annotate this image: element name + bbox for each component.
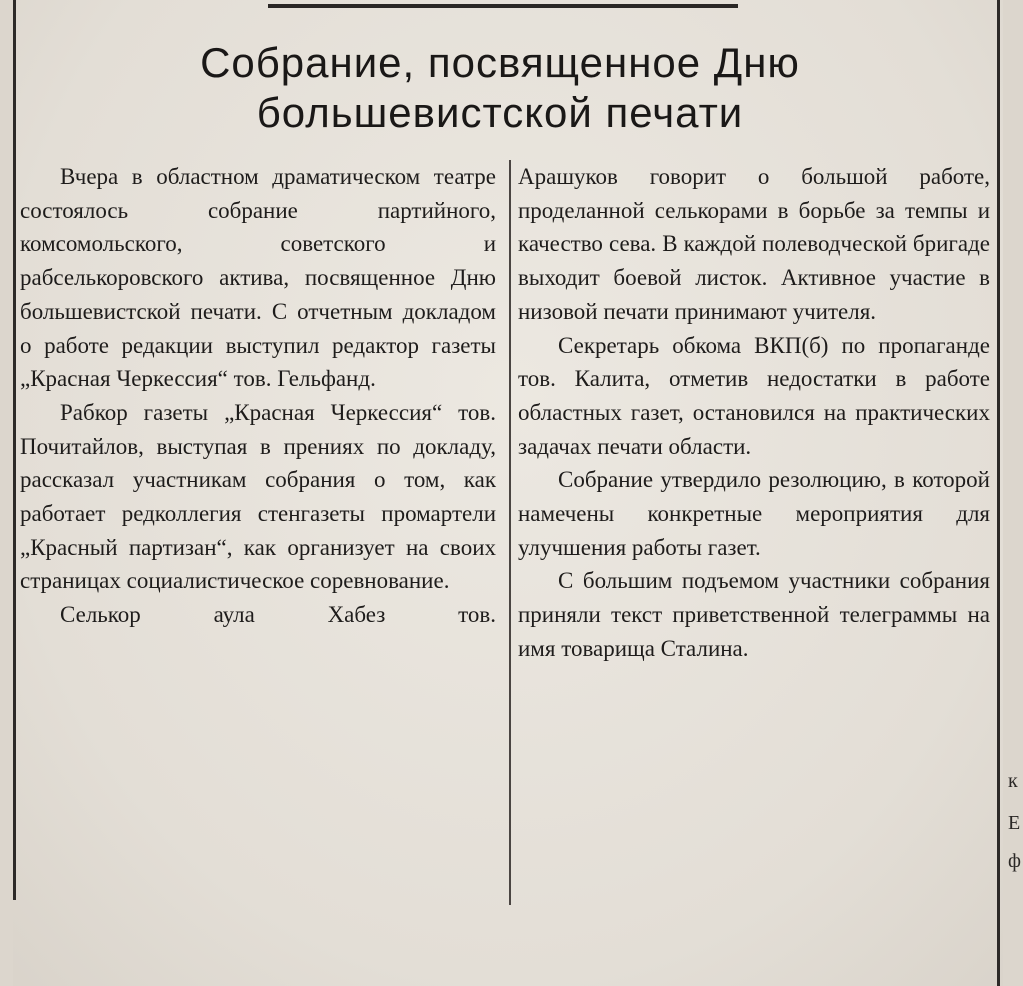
paragraph: Собрание утвердило резолюцию, в которой намечены конкретные мероприятия для улучшения работы газет.: [518, 467, 990, 560]
article-headline: [60, 38, 940, 138]
article-column-right: [518, 160, 990, 666]
paragraph: Арашуков говорит о большой работе, проделанной селькорами в борьбе за темпы и качество сева. В каждой полеводческой бригаде выходит боевой листок. Активное участие в низовой печати принимают учителя.: [518, 164, 990, 324]
right-column-rule: [997, 0, 1000, 986]
headline-line-1: Собрание, посвященное Дню: [200, 39, 800, 86]
paragraph: Секретарь обкома ВКП(б) по пропаганде тов. Калита, отметив недостатки в работе областных газет, остановился на практических задачах печати области.: [518, 332, 990, 459]
edge-text-fragment: к: [1008, 770, 1018, 792]
headline-line-2: большевистской печати: [256, 89, 744, 136]
paragraph: С большим подъемом участники собрания приняли текст приветственной телеграммы на имя товарища Сталина.: [518, 568, 990, 661]
paragraph: Рабкор газеты „Красная Черкессия“ тов. Почитайлов, выступая в прениях по докладу, рассказал участникам собрания о том, как работает редколлегия стенгазеты промартели „Красный партизан“, как организует на своих страницах социалистическое соревнование.: [20, 399, 496, 594]
paragraph: Вчера в областном драматическом театре состоялось собрание партийного, комсомольского, советского и рабселькоровского актива, посвященное Дню большевистской печати. С отчетным докладом о работе редакции выступил редактор газеты „Красная Черкессия“ тов. Гельфанд.: [20, 164, 496, 392]
paragraph: Селькор аула Хабез тов.: [60, 602, 496, 628]
page-edge-left: [0, 0, 13, 986]
edge-text-fragment: ф: [1008, 850, 1021, 872]
left-column-rule: [13, 0, 16, 900]
top-rule: [268, 4, 738, 8]
article-column-left: [20, 160, 496, 632]
edge-text-fragment: Е: [1008, 812, 1021, 834]
column-divider: [509, 160, 511, 905]
page-edge-right: [1003, 0, 1023, 986]
